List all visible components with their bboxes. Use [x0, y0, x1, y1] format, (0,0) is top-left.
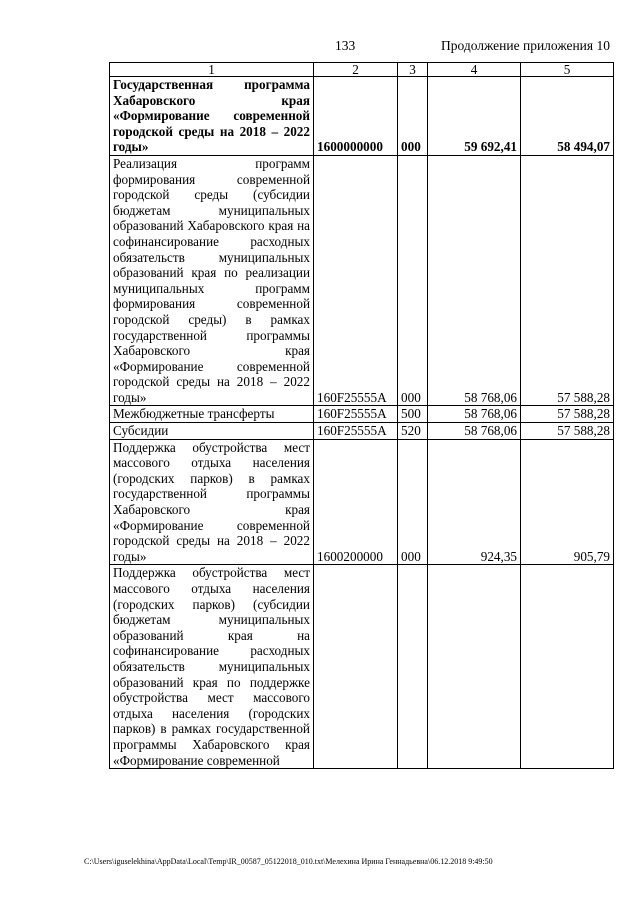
table-row [110, 406, 614, 423]
row-code: 160F25555А [314, 423, 398, 440]
row-name: Государственная программа Хабаровского края «Формирование современной городской среды на 2018 – 2022 годы» [110, 77, 314, 156]
column-header: 4 [428, 63, 521, 77]
row-code: 160F25555А [314, 155, 398, 406]
column-header: 1 [110, 63, 314, 77]
row-value-2: 57 588,28 [521, 406, 614, 423]
row-value-2: 57 588,28 [521, 423, 614, 440]
row-value-2 [521, 565, 614, 769]
row-value-1: 924,35 [428, 439, 521, 565]
row-code: 1600000000 [314, 77, 398, 156]
row-value-1: 58 768,06 [428, 423, 521, 440]
page-header [0, 38, 640, 56]
row-type: 500 [398, 406, 428, 423]
table-header-row [110, 63, 614, 77]
continuation-label: Продолжение приложения 10 [440, 38, 610, 53]
table-row [110, 77, 614, 156]
column-header: 3 [398, 63, 428, 77]
row-name: Поддержка обустройства мест массового отдыха населения (городских парков) (субсидии бюджетам муниципальных образований края на софинансирование расходных обязательств муниципальных образований края по поддержке обустройства мест массового отдыха населения (городских парков) в рамках государственной программы Хабаровского края «Формирование современной [110, 565, 314, 769]
row-type: 520 [398, 423, 428, 440]
page-number: 133 [335, 38, 356, 53]
row-type: 000 [398, 77, 428, 156]
row-type [398, 565, 428, 769]
column-header: 5 [521, 63, 614, 77]
row-name: Межбюджетные трансферты [110, 406, 314, 423]
table-row [110, 155, 614, 406]
table-row [110, 439, 614, 565]
file-path-footer: C:\Users\iguselekhina\AppData\Local\Temp\IR_00587_05122018_010.txt\Мелехина Ирина Геннадьевна\06.12.2018 9:49:50 [84, 857, 493, 866]
budget-table [109, 62, 614, 769]
row-name: Поддержка обустройства мест массового отдыха населения (городских парков) в рамках государственной программы Хабаровского края «Формирование современной городской среды на 2018 – 2022 годы» [110, 439, 314, 565]
row-code [314, 565, 398, 769]
row-type: 000 [398, 155, 428, 406]
row-name: Реализация программ формирования современной городской среды (субсидии бюджетам муниципальных образований Хабаровского края на софинансирование расходных обязательств муниципальных образований края по реализации муниципальных программ формирования современной городской среды) в рамках государственной программы Хабаровского края «Формирование современной городской среды на 2018 – 2022 годы» [110, 155, 314, 406]
row-type: 000 [398, 439, 428, 565]
row-value-1: 58 768,06 [428, 406, 521, 423]
table-row [110, 423, 614, 440]
row-code: 1600200000 [314, 439, 398, 565]
column-header: 2 [314, 63, 398, 77]
row-name: Субсидии [110, 423, 314, 440]
row-value-1 [428, 565, 521, 769]
row-value-2: 58 494,07 [521, 77, 614, 156]
row-value-2: 57 588,28 [521, 155, 614, 406]
row-code: 160F25555А [314, 406, 398, 423]
row-value-1: 58 768,06 [428, 155, 521, 406]
row-value-2: 905,79 [521, 439, 614, 565]
table-row [110, 565, 614, 769]
row-value-1: 59 692,41 [428, 77, 521, 156]
